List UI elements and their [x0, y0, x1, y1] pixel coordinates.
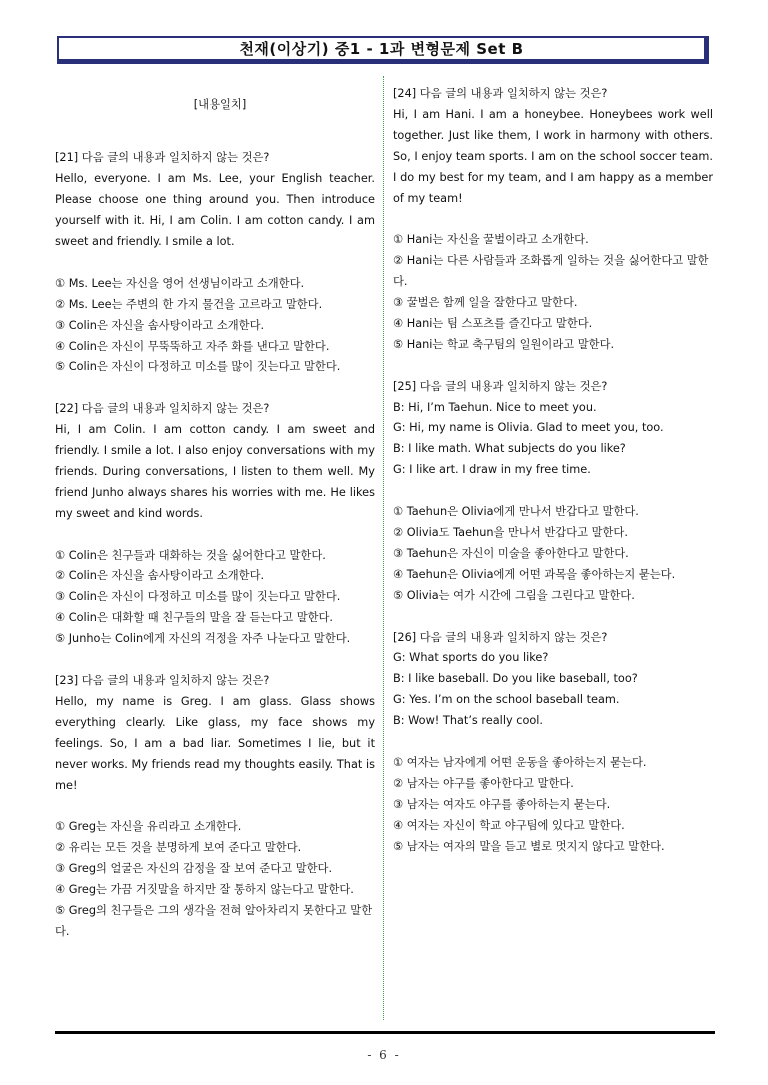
choice-1: ① 여자는 남자에게 어떤 운동을 좋아하는지 묻는다.	[393, 755, 647, 769]
choice-4: ④ Colin은 대화할 때 친구들의 말을 잘 듣는다고 말한다.	[55, 611, 334, 625]
right-column	[393, 84, 713, 857]
column-divider	[383, 76, 384, 1020]
question-title: [23] 다음 글의 내용과 일치하지 않는 것은?	[55, 673, 270, 687]
question-21	[55, 148, 375, 378]
choice-1: ① Colin은 친구들과 대화하는 것을 싫어한다고 말한다.	[55, 548, 326, 562]
question-title: [25] 다음 글의 내용과 일치하지 않는 것은?	[393, 379, 608, 393]
choice-3: ③ Colin은 자신을 솜사탕이라고 소개한다.	[55, 318, 265, 332]
page-title: 천재(이상기) 중1 - 1과 변형문제 Set B	[57, 36, 709, 64]
choice-5: ⑤ 남자는 여자의 말을 듣고 별로 멋지지 않다고 말한다.	[393, 839, 665, 853]
choice-3: ③ Greg의 얼굴은 자신의 감정을 잘 보여 준다고 말한다.	[55, 862, 333, 876]
question-title: [26] 다음 글의 내용과 일치하지 않는 것은?	[393, 630, 608, 644]
choice-2: ② Olivia도 Taehun을 만나서 반갑다고 말한다.	[393, 525, 628, 539]
dialogue-line: B: I like baseball. Do you like baseball, too?	[393, 672, 638, 686]
left-column	[55, 84, 375, 943]
choice-5: ⑤ Greg의 친구들은 그의 생각을 전혀 알아차리지 못한다고 말한다.	[55, 903, 373, 938]
dialogue-line: G: I like art. I draw in my free time.	[393, 463, 591, 477]
choice-4: ④ Greg는 가끔 거짓말을 하지만 잘 통하지 않는다고 말한다.	[55, 883, 354, 897]
choice-4: ④ Hani는 팀 스포츠를 즐긴다고 말한다.	[393, 316, 593, 330]
choice-4: ④ 여자는 자신이 학교 야구팀에 있다고 말한다.	[393, 818, 625, 832]
section-label: [내용일치]	[193, 98, 247, 112]
question-25	[393, 377, 713, 607]
choice-5: ⑤ Colin은 자신이 다정하고 미소를 많이 짓는다고 말한다.	[55, 360, 341, 374]
question-title: [22] 다음 글의 내용과 일치하지 않는 것은?	[55, 402, 270, 416]
choice-1: ① Ms. Lee는 자신을 영어 선생님이라고 소개한다.	[55, 276, 305, 290]
choice-2: ② Colin은 자신을 솜사탕이라고 소개한다.	[55, 569, 265, 583]
dialogue-line: G: Yes. I’m on the school baseball team.	[393, 693, 620, 707]
choice-1: ① Hani는 자신을 꿀벌이라고 소개한다.	[393, 233, 589, 247]
question-26	[393, 628, 713, 858]
choice-1: ① Greg는 자신을 유리라고 소개한다.	[55, 820, 242, 834]
choice-3: ③ Colin은 자신이 다정하고 미소를 많이 짓는다고 말한다.	[55, 590, 341, 604]
question-passage: Hi, I am Hani. I am a honeybee. Honeybees work well together. Just like them, I work in harmony with others. So, I enjoy team sports. I am on the school soccer team. I do my best for my team, and I am happy as a member of my team!	[393, 107, 713, 205]
question-24	[393, 84, 713, 356]
dialogue-line: G: What sports do you like?	[393, 651, 549, 665]
choice-2: ② Hani는 다른 사람들과 조화롭게 일하는 것을 싫어한다고 말한다.	[393, 254, 709, 289]
question-passage: Hi, I am Colin. I am cotton candy. I am sweet and friendly. I smile a lot. I also enjoy conversations with my friends. During conversations, I listen to them well. My friend Junho always shares his worries with me. He likes my sweet and kind words.	[55, 423, 375, 520]
choice-4: ④ Taehun은 Olivia에게 어떤 과목을 좋아하는지 묻는다.	[393, 567, 676, 581]
choice-5: ⑤ Junho는 Colin에게 자신의 걱정을 자주 나눈다고 말한다.	[55, 632, 351, 646]
question-23	[55, 671, 375, 943]
choice-2: ② 유리는 모든 것을 분명하게 보여 준다고 말한다.	[55, 841, 302, 855]
choice-1: ① Taehun은 Olivia에게 만나서 반갑다고 말한다.	[393, 505, 639, 519]
choice-2: ② 남자는 야구를 좋아한다고 말한다.	[393, 776, 574, 790]
dialogue-line: B: I like math. What subjects do you like?	[393, 442, 626, 456]
question-passage: Hello, everyone. I am Ms. Lee, your English teacher. Please choose one thing around you. Then introduce yourself with it. Hi, I am Colin. I am cotton candy. I am sweet and friendly. I smile a lot.	[55, 172, 375, 249]
question-title: [21] 다음 글의 내용과 일치하지 않는 것은?	[55, 151, 270, 165]
question-passage: Hello, my name is Greg. I am glass. Glass shows everything clearly. Like glass, my face shows my feelings. So, I am a bad liar. Sometimes I lie, but it never works. My friends read my thoughts easily. That is me!	[55, 694, 375, 792]
choice-3: ③ 남자는 여자도 야구를 좋아하는지 묻는다.	[393, 797, 611, 811]
choice-5: ⑤ Olivia는 여가 시간에 그림을 그린다고 말한다.	[393, 588, 635, 602]
choice-5: ⑤ Hani는 학교 축구팀의 일원이라고 말한다.	[393, 337, 615, 351]
dialogue-line: B: Wow! That’s really cool.	[393, 714, 543, 728]
question-title: [24] 다음 글의 내용과 일치하지 않는 것은?	[393, 87, 608, 100]
page-number: - 6 -	[367, 1048, 401, 1062]
footer-rule	[55, 1031, 715, 1034]
choice-4: ④ Colin은 자신이 무뚝뚝하고 자주 화를 낸다고 말한다.	[55, 339, 330, 353]
choice-3: ③ Taehun은 자신이 미술을 좋아한다고 말한다.	[393, 546, 629, 560]
dialogue-line: B: Hi, I’m Taehun. Nice to meet you.	[393, 400, 597, 414]
dialogue-line: G: Hi, my name is Olivia. Glad to meet you, too.	[393, 421, 664, 435]
choice-3: ③ 꿀벌은 함께 일을 잘한다고 말한다.	[393, 296, 578, 310]
question-22	[55, 399, 375, 650]
choice-2: ② Ms. Lee는 주변의 한 가지 물건을 고르라고 말한다.	[55, 297, 323, 311]
